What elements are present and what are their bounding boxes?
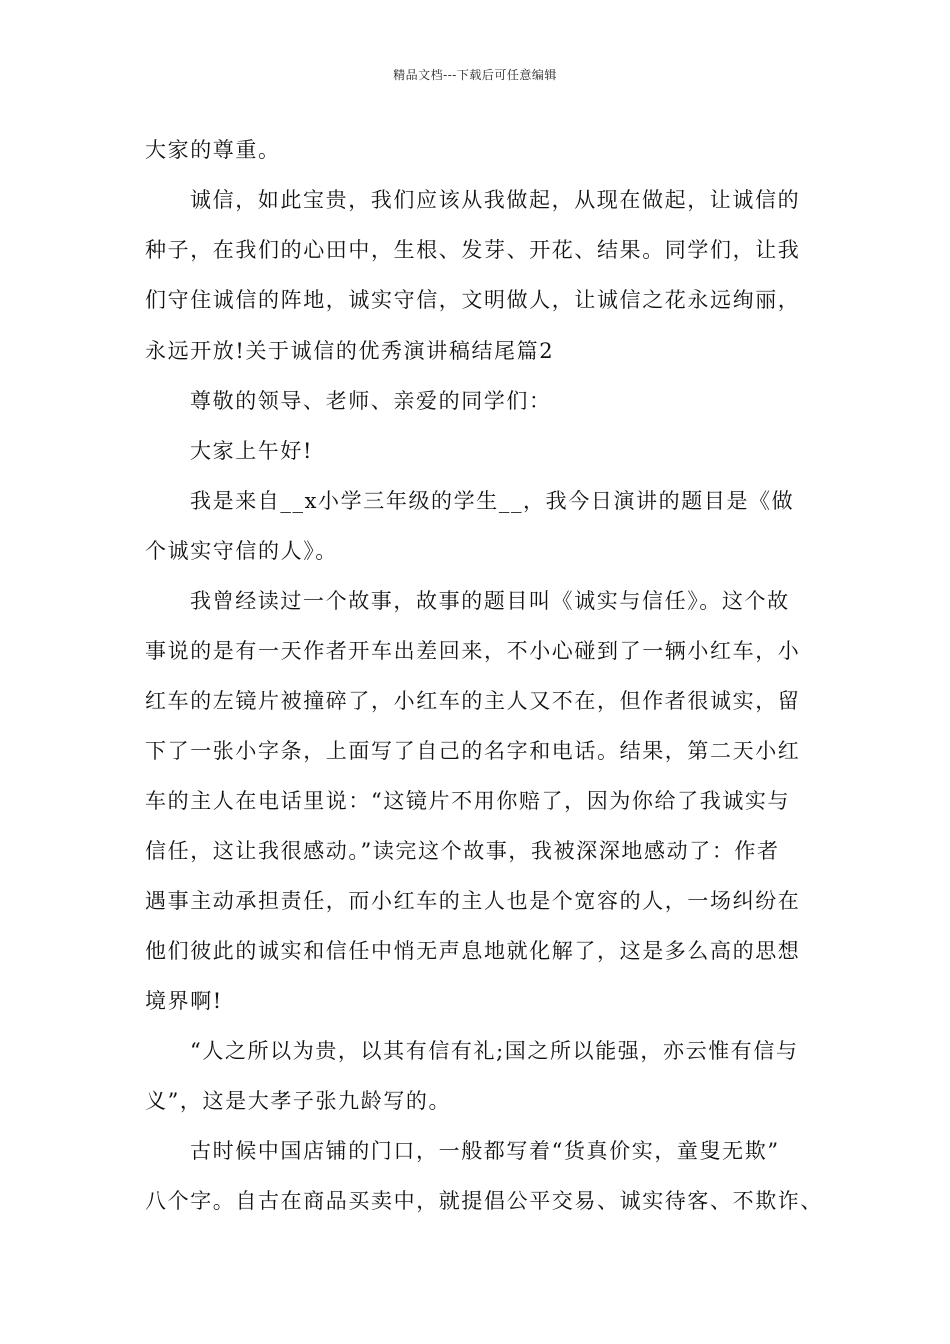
page-header: 精品文档---下载后可任意编辑 <box>393 68 557 82</box>
paragraph-line: 大家的尊重。 <box>145 138 281 162</box>
paragraph-line: 我曾经读过一个故事，故事的题目叫《诚实与信任》。这个故 <box>190 589 790 613</box>
paragraph-line: 事说的是有一天作者开车出差回来，不小心碰到了一辆小红车，小 <box>145 639 801 663</box>
paragraph-line: “人之所以为贵，以其有信有礼;国之所以能强，亦云惟有信与 <box>190 1039 799 1063</box>
paragraph-line: 尊敬的领导、老师、亲爱的同学们： <box>190 389 552 413</box>
paragraph-line: 永远开放!关于诚信的优秀演讲稿结尾篇2 <box>145 339 555 363</box>
paragraph-line: 我是来自__x小学三年级的学生__，我今日演讲的题目是《做 <box>190 489 795 513</box>
paragraph-line: 大家上午好! <box>190 439 314 463</box>
paragraph-line: 们守住诚信的阵地，诚实守信，文明做人，让诚信之花永远绚丽， <box>145 288 801 312</box>
paragraph-line: 遇事主动承担责任，而小红车的主人也是个宽容的人，一场纠纷在 <box>145 889 801 913</box>
paragraph-line: 八个字。自古在商品买卖中，就提倡公平交易、诚实待客、不欺诈、 <box>145 1189 823 1213</box>
paragraph-line: 下了一张小字条，上面写了自己的名字和电话。结果，第二天小红 <box>145 739 801 763</box>
paragraph-line: 车的主人在电话里说：“这镜片不用你赔了，因为你给了我诚实与 <box>145 789 791 813</box>
paragraph-line: 境界啊! <box>145 989 223 1013</box>
paragraph-line: 红车的左镜片被撞碎了，小红车的主人又不在，但作者很诚实，留 <box>145 689 801 713</box>
paragraph-line: 种子，在我们的心田中，生根、发芽、开花、结果。同学们，让我 <box>145 238 801 262</box>
paragraph-line: 义”，这是大孝子张九龄写的。 <box>145 1089 452 1113</box>
paragraph-line: 信任，这让我很感动。”读完这个故事，我被深深地感动了：作者 <box>145 839 780 863</box>
paragraph-line: 个诚实守信的人》。 <box>145 539 338 563</box>
paragraph-line: 他们彼此的诚实和信任中悄无声息地就化解了，这是多么高的思想 <box>145 939 801 963</box>
paragraph-line: 古时候中国店铺的门口，一般都写着“货真价实，童叟无欺” <box>190 1139 780 1163</box>
paragraph-line: 诚信，如此宝贵，我们应该从我做起，从现在做起，让诚信的 <box>190 188 801 212</box>
